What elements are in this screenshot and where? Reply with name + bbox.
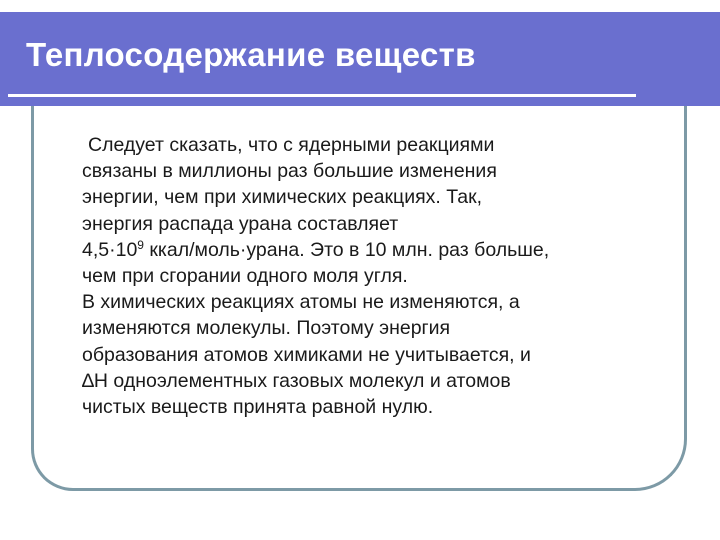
body-line: связаны в миллионы раз большие изменения <box>82 160 497 183</box>
body-line: чистых веществ принята равной нулю. <box>82 396 434 419</box>
body-line: энергия распада урана составляет <box>82 212 399 235</box>
body-line-formula <box>82 237 672 263</box>
title-underline <box>8 94 636 97</box>
body-line: Следует сказать, что с ядерными реакциями <box>88 134 495 156</box>
body-line: изменяются молекулы. Поэтому энергия <box>82 317 451 340</box>
slide-body <box>82 132 672 420</box>
slide-title: Теплосодержание веществ <box>26 36 476 73</box>
body-line: энергии, чем при химических реакциях. Так, <box>82 186 483 209</box>
body-line: ∆H одноэлементных газовых молекул и атомов <box>82 369 511 392</box>
formula-exponent: 9 <box>137 237 144 252</box>
body-line: образования атомов химиками не учитывается, и <box>82 343 531 366</box>
formula-rest: ккал/моль·урана. Это в 10 млн. раз больше, <box>143 238 550 261</box>
body-line: чем при сгорании одного моля угля. <box>82 265 408 288</box>
body-line: В химических реакциях атомы не изменяются, а <box>82 291 520 314</box>
formula-base: 4,5·10 <box>82 238 138 261</box>
